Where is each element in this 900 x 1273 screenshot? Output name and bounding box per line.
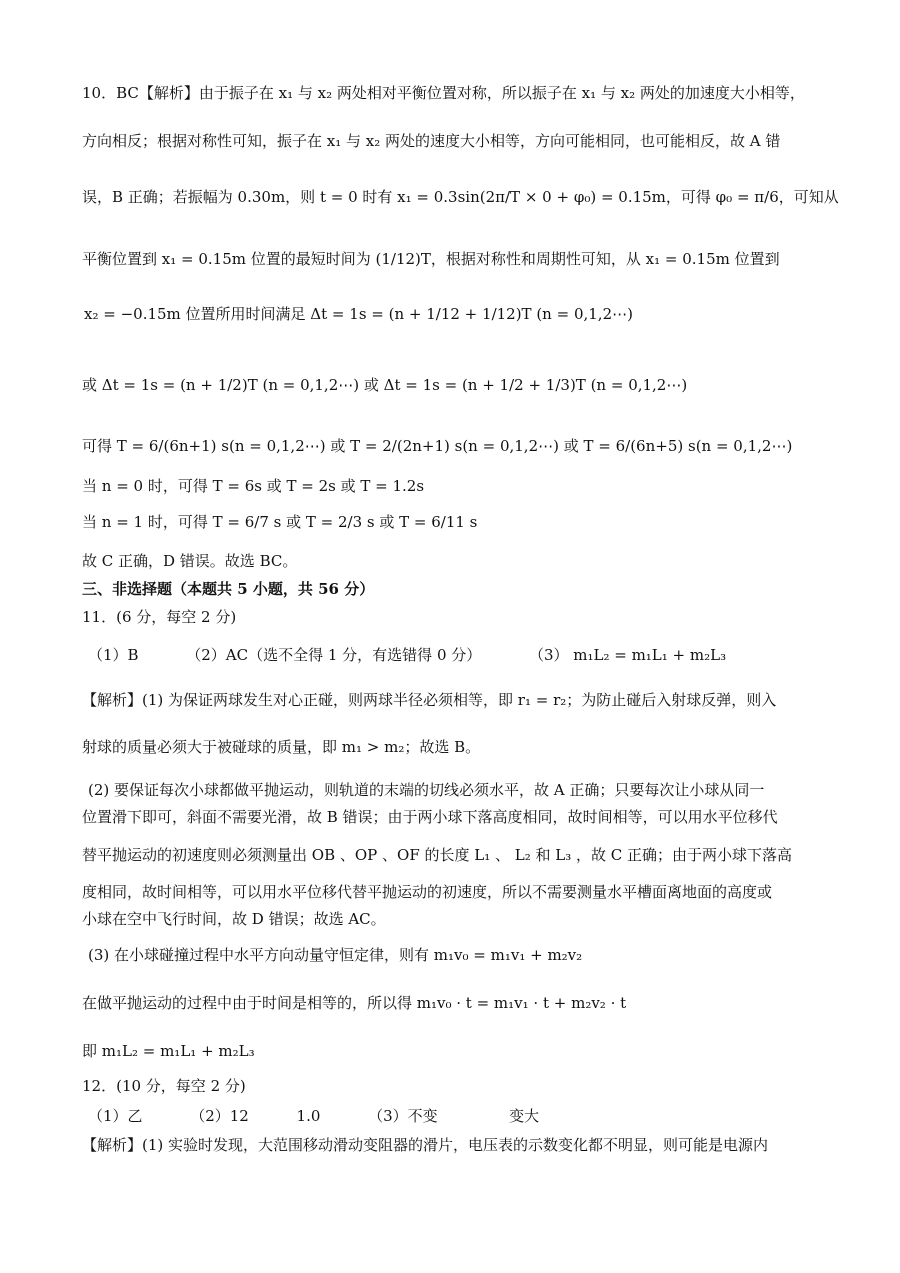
text-line: （1）B （2）AC（选不全得 1 分，有选错得 0 分） （3） m₁L₂ = m₁L₁ + m₂L₃ [88,646,727,664]
text-line: 位置滑下即可，斜面不需要光滑，故 B 错误；由于两小球下落高度相同，故时间相等，可以用水平位移代 [82,808,778,826]
text-line: 在做平抛运动的过程中由于时间是相等的，所以得 m₁v₀ · t = m₁v₁ · t + m₂v₂ · t [82,994,627,1012]
text-line: 可得 T = 6/(6n+1) s(n = 0,1,2⋯) 或 T = 2/(2n+1) s(n = 0,1,2⋯) 或 T = 6/(6n+5) s(n = 0,1,2⋯) [82,437,793,455]
text-line: 替平抛运动的初速度则必须测量出 OB 、OP 、OF 的长度 L₁ 、 L₂ 和 L₃ ，故 C 正确；由于两小球下落高 [82,846,793,864]
text-line: 方向相反；根据对称性可知，振子在 x₁ 与 x₂ 两处的速度大小相等，方向可能相同，也可能相反，故 A 错 [82,132,781,150]
text-line: 即 m₁L₂ = m₁L₁ + m₂L₃ [82,1042,255,1060]
section-heading: 三、非选择题（本题共 5 小题，共 56 分） [82,580,375,598]
text-line: 10．BC【解析】由于振子在 x₁ 与 x₂ 两处相对平衡位置对称，所以振子在 x₁ 与 x₂ 两处的加速度大小相等， [82,84,805,102]
text-line: （1）乙 （2）12 1.0 （3）不变 变大 [88,1107,540,1125]
text-line: 射球的质量必须大于被碰球的质量，即 m₁ > m₂；故选 B。 [82,738,481,756]
text-line: x₂ = −0.15m 位置所用时间满足 Δt = 1s = (n + 1/12 + 1/12)T (n = 0,1,2⋯) [84,305,633,323]
text-line: 11．(6 分，每空 2 分) [82,608,237,626]
text-line: 误，B 正确；若振幅为 0.30m，则 t = 0 时有 x₁ = 0.3sin(2π/T × 0 + φ₀) = 0.15m，可得 φ₀ = π/6，可知从 [82,188,839,206]
text-line: (2) 要保证每次小球都做平抛运动，则轨道的末端的切线必须水平，故 A 正确；只要每次让小球从同一 [88,781,765,799]
text-line: 【解析】(1) 为保证两球发生对心正碰，则两球半径必须相等，即 r₁ = r₂；为防止碰后入射球反弹，则入 [82,691,777,709]
text-line: 当 n = 1 时，可得 T = 6/7 s 或 T = 2/3 s 或 T = 6/11 s [82,513,478,531]
text-line: (3) 在小球碰撞过程中水平方向动量守恒定律，则有 m₁v₀ = m₁v₁ + m₂v₂ [88,946,583,964]
text-line: 度相同，故时间相等，可以用水平位移代替平抛运动的初速度，所以不需要测量水平槽面离地面的高度或 [82,883,773,901]
text-line: 或 Δt = 1s = (n + 1/2)T (n = 0,1,2⋯) 或 Δt = 1s = (n + 1/2 + 1/3)T (n = 0,1,2⋯) [82,376,688,394]
text-line: 小球在空中飞行时间，故 D 错误；故选 AC。 [82,910,386,928]
text-line: 故 C 正确，D 错误。故选 BC。 [82,552,298,570]
text-line: 12．(10 分，每空 2 分) [82,1077,246,1095]
text-line: 平衡位置到 x₁ = 0.15m 位置的最短时间为 (1/12)T，根据对称性和周期性可知，从 x₁ = 0.15m 位置到 [82,250,780,268]
text-line: 当 n = 0 时，可得 T = 6s 或 T = 2s 或 T = 1.2s [82,477,425,495]
text-line: 【解析】(1) 实验时发现，大范围移动滑动变阻器的滑片，电压表的示数变化都不明显，则可能是电源内 [82,1136,769,1154]
